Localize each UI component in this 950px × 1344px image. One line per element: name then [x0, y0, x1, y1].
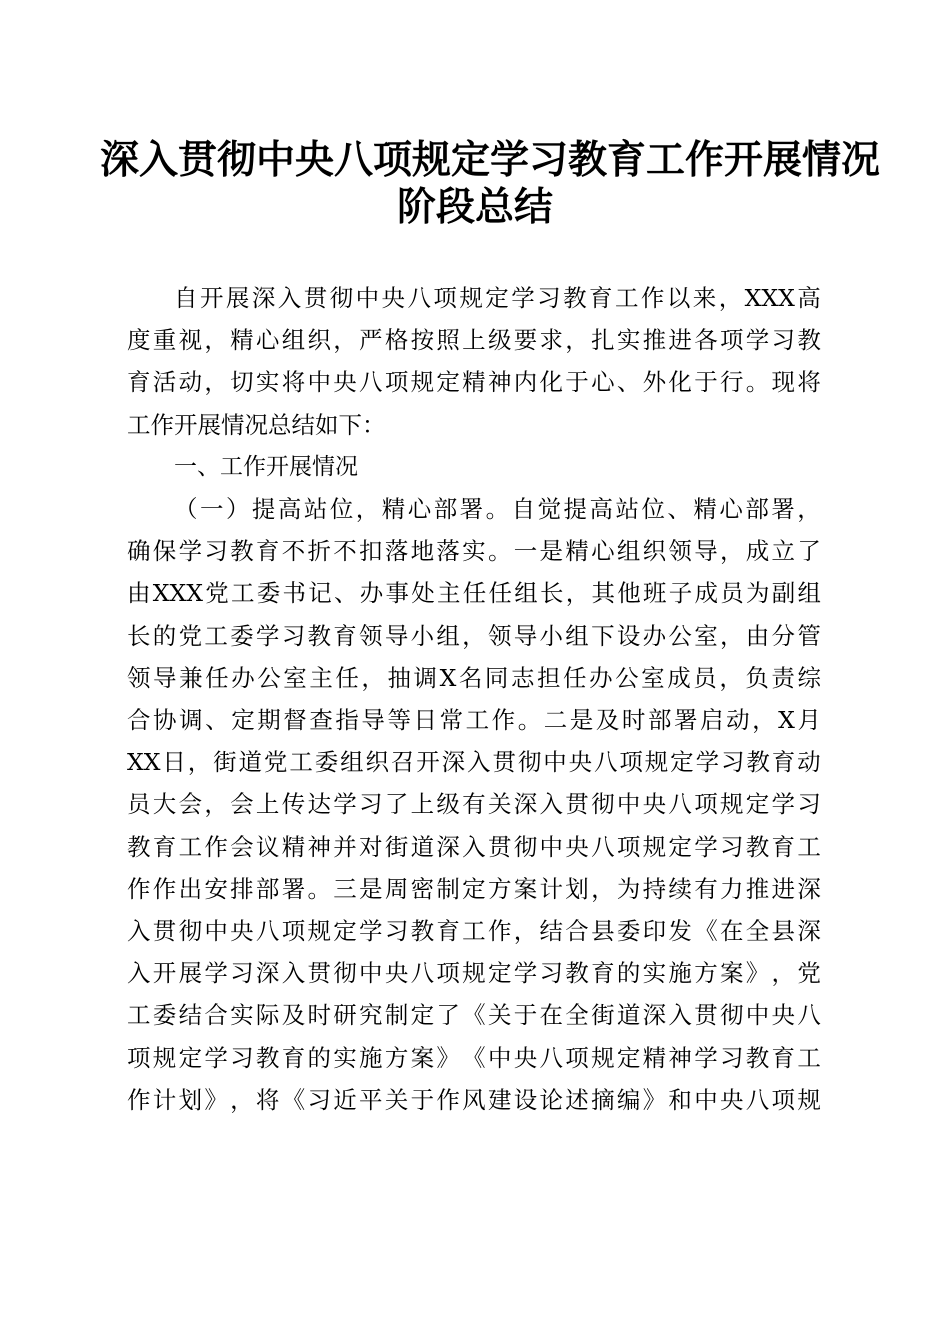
body-line: 作 计 划 》 ， 将 《 习 近 平 关 于 作 风 建 设 论 述 摘 编 》 和 中 央 八 项 规	[127, 1085, 821, 1114]
section-heading: 一、工作开展情况	[174, 453, 358, 480]
body-line: 员 大 会 ， 会 上 传 达 学 习 了 上 级 有 关 深 入 贯 彻 中 央 八 项 规 定 学 习	[127, 790, 821, 819]
body-line: 入 开 展 学 习 深 入 贯 彻 中 央 八 项 规 定 学 习 教 育 的 实 施 方 案 》 ， 党	[127, 959, 821, 988]
document-title-line-1: 深入贯彻中央八项规定学习教育工作开展情况	[100, 137, 881, 183]
intro-line: 自 开 展 深 入 贯 彻 中 央 八 项 规 定 学 习 教 育 工 作 以 来 ， XXX 高	[174, 284, 821, 312]
body-line: 作 作 出 安 排 部 署 。 三 是 周 密 制 定 方 案 计 划 ， 为 持 续 有 力 推 进 深	[127, 874, 821, 903]
body-line: 教 育 工 作 会 议 精 神 并 对 街 道 深 入 贯 彻 中 央 八 项 规 定 学 习 教 育 工	[127, 832, 821, 861]
intro-line: 工作开展情况总结如下：	[127, 410, 386, 439]
body-line: 工 委 结 合 实 际 及 时 研 究 制 定 了 《 关 于 在 全 街 道 深 入 贯 彻 中 央 八	[127, 1001, 821, 1030]
body-line: 由 XXX 党 工 委 书 记 、 办 事 处 主 任 任 组 长 ， 其 他 班 子 成 员 为 副 组	[127, 579, 821, 608]
body-line: 项 规 定 学 习 教 育 的 实 施 方 案 》 《 中 央 八 项 规 定 精 神 学 习 教 育 工	[127, 1043, 821, 1072]
document-title-line-2: 阶段总结	[396, 184, 553, 230]
body-line: 入 贯 彻 中 央 八 项 规 定 学 习 教 育 工 作 ， 结 合 县 委 印 发 《 在 全 县 深	[127, 917, 821, 945]
body-line: 长 的 党 工 委 学 习 教 育 领 导 小 组 ， 领 导 小 组 下 设 办 公 室 ， 由 分 管	[127, 621, 821, 650]
body-line: 领 导 兼 任 办 公 室 主 任 ， 抽 调 X 名 同 志 担 任 办 公 室 成 员 ， 负 责 综	[127, 663, 821, 692]
body-line: 确 保 学 习 教 育 不 折 不 扣 落 地 落 实 。 一 是 精 心 组 织 领 导 ， 成 立 了	[127, 537, 821, 566]
body-line: 合 协 调 、 定 期 督 查 指 导 等 日 常 工 作 。 二 是 及 时 部 署 启 动 ， X 月	[127, 706, 821, 734]
body-line: XX 日 ， 街 道 党 工 委 组 织 召 开 深 入 贯 彻 中 央 八 项 规 定 学 习 教 育 动	[127, 748, 821, 777]
subsection-first-line: （ 一 ） 提 高 站 位 ， 精 心 部 署 。 自 觉 提 高 站 位 、 精 心 部 署 ，	[174, 495, 821, 523]
intro-line: 度 重 视 ， 精 心 组 织 ， 严 格 按 照 上 级 要 求 ， 扎 实 推 进 各 项 学 习 教	[127, 326, 821, 355]
intro-line: 育 活 动 ， 切 实 将 中 央 八 项 规 定 精 神 内 化 于 心 、 外 化 于 行 。 现 将	[127, 368, 821, 397]
